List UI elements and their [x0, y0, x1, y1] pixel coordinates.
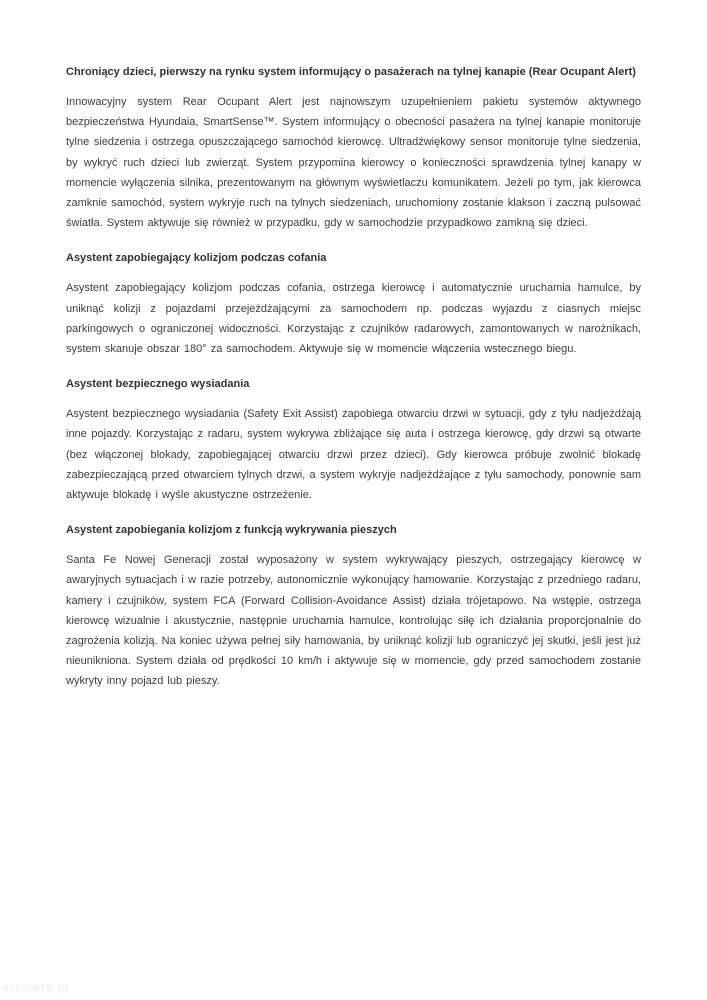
- section-paragraph: Innowacyjny system Rear Ocupant Alert jest najnowszym uzupełnieniem pakietu systemów aktywnego bezpieczeństwa Hyundaia, SmartSense™. System informujący o obecności pasażera na tylnej kanapie monitoruje tylne siedzenia i ostrzega opuszczającego samochód kierowcę. Ultradźwiękowy sensor monitoruje tylne siedzenia, by wykryć ruch dzieci lub zwierząt. System przypomina kierowcy o konieczności sprawdzenia tylnej kanapy w momencie wyłączenia silnika, prezentowanym na głównym wyświetlaczu komunikatem. Jeżeli po tym, jak kierowca zamknie samochód, system wykryje ruch na tylnych siedzeniach, uruchomiony zostanie klakson i zaczną pulsować światła. System aktywuje się również w przypadku, gdy w samochodzie przypadkowo zamkną się dzieci.: [66, 96, 641, 230]
- section-reverse-collision-assist: [66, 248, 641, 359]
- section-paragraph: Asystent zapobiegający kolizjom podczas cofania, ostrzega kierowcę i automatycznie uruchamia hamulce, by uniknąć kolizji z pojazdami przejeżdżającymi za samochodem np. podczas wyjazdu z ciasnych miejsc parkingowych o ograniczonej widoczności. Korzystając z czujników radarowych, zamontowanych w narożnikach, system skanuje obszar 180° za samochodem. Aktywuje się w momencie włączenia wstecznego biegu.: [66, 282, 641, 356]
- section-heading: Asystent bezpiecznego wysiadania: [66, 378, 250, 391]
- section-safety-exit-assist: [66, 374, 641, 505]
- section-heading: Asystent zapobiegający kolizjom podczas cofania: [66, 252, 327, 265]
- section-heading: Chroniący dzieci, pierwszy na rynku system informujący o pasażerach na tylnej kanapie (Rear Ocupant Alert): [66, 66, 636, 78]
- section-forward-collision-avoidance: [66, 520, 641, 691]
- section-rear-occupant-alert: [66, 62, 641, 233]
- watermark: otomoto.pl: [3, 982, 70, 994]
- section-heading: Asystent zapobiegania kolizjom z funkcją wykrywania pieszych: [66, 524, 397, 537]
- section-paragraph: Santa Fe Nowej Generacji został wyposażony w system wykrywający pieszych, ostrzegający kierowcę w awaryjnych sytuacjach i w razie potrzeby, autonomicznie wykonujący hamowanie. Korzystając z przedniego radaru, kamery i czujników, system FCA (Forward Collision-Avoidance Assist) działa trójetapowo. Na wstępie, ostrzega kierowcę wizualnie i akustycznie, następnie uruchamia hamulce, kontrolując siłę ich działania proporcjonalnie do zagrożenia kolizją. Na koniec używa pełnej siły hamowania, by uniknąć kolizji lub ograniczyć jej skutki, jeśli jest już nieunikniona. System działa od prędkości 10 km/h i aktywuje się w momencie, gdy przed samochodem zostanie wykryty inny pojazd lub pieszy.: [66, 554, 641, 688]
- section-paragraph: Asystent bezpiecznego wysiadania (Safety Exit Assist) zapobiega otwarciu drzwi w sytuacji, gdy z tyłu nadjeżdżają inne pojazdy. Korzystając z radaru, system wykrywa zbliżające się auta i ostrzega kierowcę, gdy drzwi są otwarte (bez włączonej blokady, zapobiegającej otwarciu drzwi przez dzieci). Gdy kierowca próbuje zwolnić blokadę zabezpieczającą przed otwarciem tylnych drzwi, a system wykryje nadjeżdżające z tyłu samochody, ponownie sam aktywuje blokadę i wyśle akustyczne ostrzeżenie.: [66, 408, 641, 502]
